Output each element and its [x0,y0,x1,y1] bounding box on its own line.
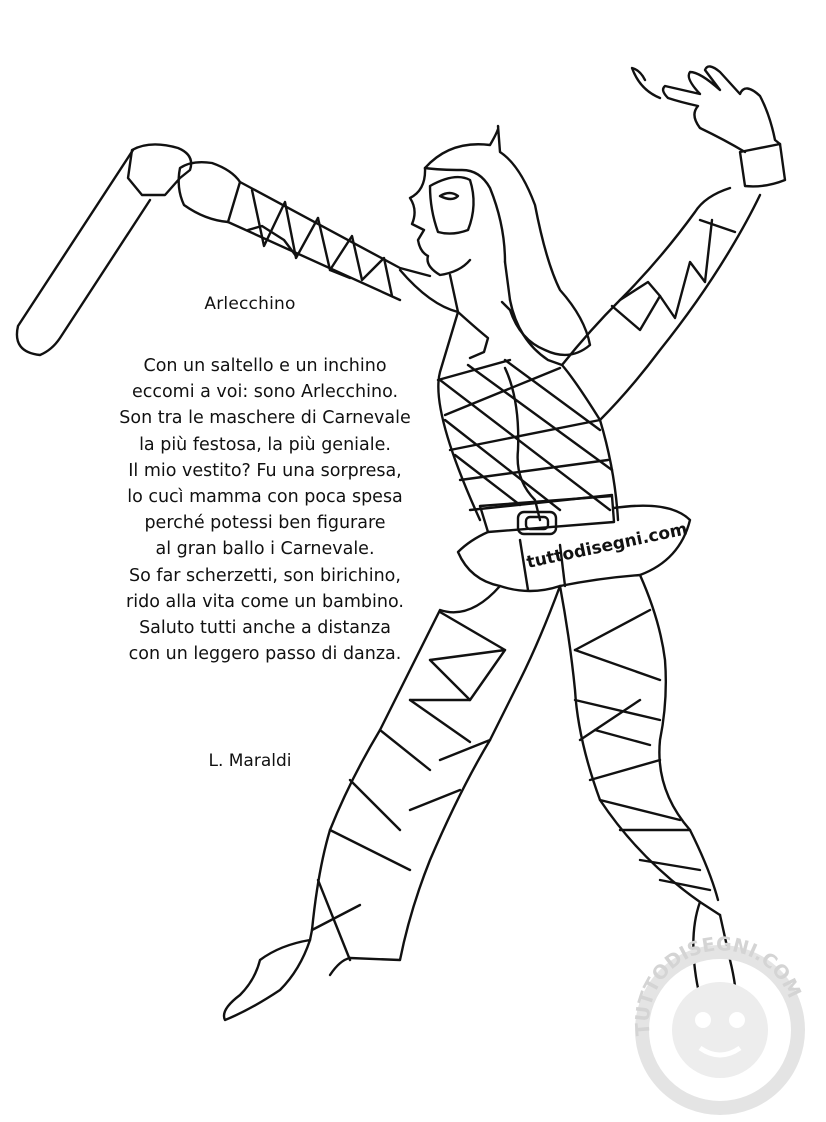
poem-line: lo cucì mamma con poca spesa [127,487,403,508]
poem-line: Saluto tutti anche a distanza [139,618,391,639]
poem-line: rido alla vita come un bambino. [126,591,404,612]
poem-body [60,353,470,667]
head [410,126,590,355]
poem-line: Con un saltello e un inchino [143,356,387,376]
poem-line: la più festosa, la più geniale. [139,434,391,455]
left-arm [228,182,430,300]
poem-author: L. Maraldi [208,751,292,771]
poem-title: Arlecchino [204,294,296,314]
belt-watermark: tuttodisegni.com [524,519,690,573]
right-arm [562,144,785,420]
poem-line: Son tra le maschere di Carnevale [119,408,411,429]
poem-line: al gran ballo i Carnevale. [155,539,375,560]
right-hand [632,66,780,152]
left-hand [128,144,240,222]
corner-logo [632,933,806,1108]
poem-line: Il mio vestito? Fu una sorpresa, [128,460,402,481]
poem-line: con un leggero passo di danza. [128,644,402,665]
poem-line: eccomi a voi: sono Arlecchino. [131,382,399,403]
corner-logo-text: TUTTODISEGNI.COM [631,933,806,1037]
poem-line: perché potessi ben figurare [144,513,386,534]
poem-line: So far scherzetti, son birichino, [129,565,401,586]
